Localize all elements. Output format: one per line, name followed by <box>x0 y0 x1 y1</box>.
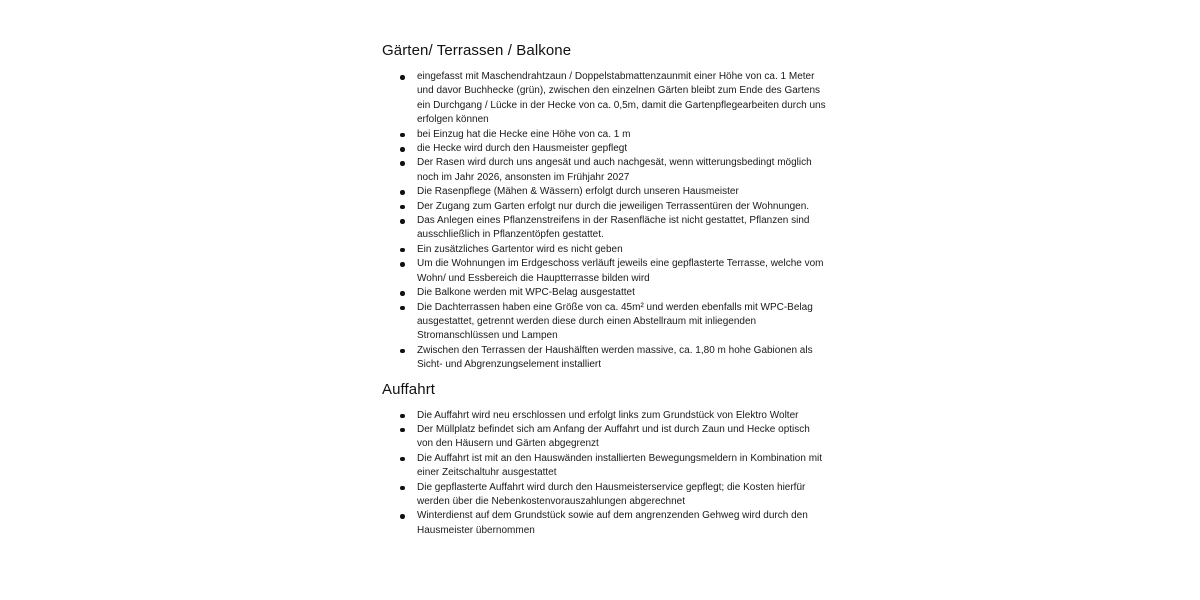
list-item <box>382 257 827 286</box>
list-item-text: Ein zusätzliches Gartentor wird es nicht geben <box>417 243 623 255</box>
list-item <box>382 344 827 373</box>
list-item <box>382 423 827 452</box>
bullet-icon <box>400 486 405 491</box>
list-item <box>382 243 827 257</box>
bullet-icon <box>400 291 405 296</box>
bullet-icon <box>400 262 405 267</box>
bullet-list-gaerten <box>382 70 827 373</box>
list-item-text: bei Einzug hat die Hecke eine Höhe von ca. 1 m <box>417 128 631 140</box>
bullet-icon <box>400 133 405 138</box>
list-item-text: Die Balkone werden mit WPC-Belag ausgestattet <box>417 287 635 299</box>
bullet-icon <box>400 205 405 210</box>
list-item <box>382 301 827 344</box>
bullet-icon <box>400 428 405 433</box>
list-item-text: Zwischen den Terrassen der Haushälften werden massive, ca. 1,80 m hohe Gabionen als Sicht- und Abgrenzungselement installiert <box>417 344 813 371</box>
section-title-gaerten: Gärten/ Terrassen / Balkone <box>382 42 572 59</box>
bullet-icon <box>400 75 405 80</box>
list-item <box>382 481 827 510</box>
list-item-text: Die Rasenpflege (Mähen & Wässern) erfolgt durch unseren Hausmeister <box>417 186 739 198</box>
bullet-icon <box>400 161 405 166</box>
list-item-text: Der Zugang zum Garten erfolgt nur durch die jeweiligen Terrassentüren der Wohnungen. <box>417 200 810 212</box>
list-item-text: Der Müllplatz befindet sich am Anfang der Auffahrt und ist durch Zaun und Hecke optisch von den Häusern und Gärten abgegrenzt <box>417 423 810 450</box>
list-item-text: eingefasst mit Maschendrahtzaun / Doppelstabmattenzaunmit einer Höhe von ca. 1 Meter und davor Buchhecke (grün), zwischen den einzelnen Gärten bleibt zum Ende des Gartens ein Durchgang / Lücke in der Hecke von ca. 0,5m, damit die Gartenpflegearbeiten durch uns erfolgen können <box>417 71 826 126</box>
list-item <box>382 286 827 300</box>
bullet-icon <box>400 190 405 195</box>
list-item <box>382 509 827 538</box>
list-item-text: Um die Wohnungen im Erdgeschoss verläuft jeweils eine gepflasterte Terrasse, welche vom Wohn/ und Essbereich die Hauptterrasse bilden wird <box>417 258 824 284</box>
bullet-icon <box>400 349 405 354</box>
list-item <box>382 70 827 128</box>
list-item <box>382 156 827 185</box>
list-item <box>382 142 827 156</box>
list-item-text: Der Rasen wird durch uns angesät und auch nachgesät, wenn witterungsbedingt möglich noch im Jahr 2026, ansonsten im Frühjahr 2027 <box>417 157 812 183</box>
bullet-icon <box>400 306 405 311</box>
document-page <box>382 38 827 538</box>
bullet-icon <box>400 414 405 419</box>
list-item-text: Die Auffahrt ist mit an den Hauswänden installierten Bewegungsmeldern in Kombination mit einer Zeitschaltuhr ausgestattet <box>417 452 823 479</box>
bullet-icon <box>400 514 405 519</box>
list-item <box>382 214 827 243</box>
list-item <box>382 409 827 423</box>
list-item <box>382 200 827 214</box>
bullet-icon <box>400 219 405 224</box>
list-item <box>382 128 827 142</box>
bullet-icon <box>400 147 405 152</box>
list-item <box>382 452 827 481</box>
bullet-list-auffahrt <box>382 409 827 539</box>
bullet-icon <box>400 457 405 462</box>
list-item <box>382 185 827 199</box>
section-title-auffahrt: Auffahrt <box>382 380 436 398</box>
list-item-text: Winterdienst auf dem Grundstück sowie auf dem angrenzenden Gehweg wird durch den Hausmeister übernommen <box>417 510 808 536</box>
list-item-text: die Hecke wird durch den Hausmeister gepflegt <box>417 143 628 155</box>
list-item-text: Die Dachterrassen haben eine Größe von ca. 45m² und werden ebenfalls mit WPC-Belag ausgestattet, getrennt werden diese durch einen Abstellraum mit inliegenden Stromanschlüssen und Lampen <box>417 301 813 342</box>
bullet-icon <box>400 248 405 253</box>
list-item-text: Die Auffahrt wird neu erschlossen und erfolgt links zum Grundstück von Elektro Wolter <box>417 409 799 421</box>
list-item-text: Das Anlegen eines Pflanzenstreifens in der Rasenfläche ist nicht gestattet, Pflanzen sind ausschließlich in Pflanzentöpfen gestattet. <box>417 215 810 241</box>
list-item-text: Die gepflasterte Auffahrt wird durch den Hausmeisterservice gepflegt; die Kosten hierfür werden über die Nebenkostenvorauszahlungen abgerechnet <box>417 481 806 507</box>
